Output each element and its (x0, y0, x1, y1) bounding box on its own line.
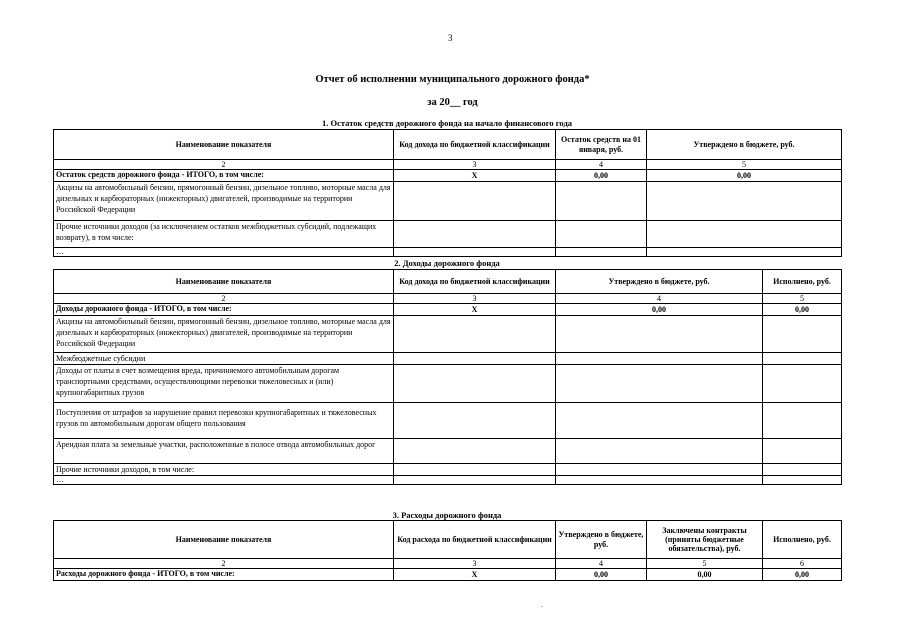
s1-colnum: 2 (54, 160, 394, 170)
s2-total-executed: 0,00 (763, 304, 842, 316)
s2-header-name: Наименование показателя (54, 270, 394, 294)
s2-colnum: 4 (556, 294, 763, 304)
s3-header-code: Код расхода по бюджетной классификации (394, 521, 556, 559)
s3-header-name: Наименование показателя (54, 521, 394, 559)
s3-colnum: 5 (647, 559, 763, 569)
table-row (54, 353, 842, 365)
s2-header-executed: Исполнено, руб. (763, 270, 842, 294)
s1-total-balance: 0,00 (556, 170, 647, 182)
s1-row-label: Акцизы на автомобильный бензин, прямогонный бензин, дизельное топливо, моторные масла для дизельных и карбюраторных (инжекторных) двигателей, производимые на территории Российской Федерации (54, 182, 394, 221)
section1-heading: 1. Остаток средств дорожного фонда на начало финансового года (322, 118, 572, 128)
table-row (54, 476, 842, 485)
section2-table (53, 269, 842, 485)
s2-total-approved: 0,00 (556, 304, 763, 316)
section2-heading: 2. Доходы дорожного фонда (394, 258, 500, 268)
s3-colnum: 3 (394, 559, 556, 569)
s1-header-balance: Остаток средств на 01 января, руб. (556, 130, 647, 160)
s2-ellipsis: … (54, 476, 394, 485)
s2-colnum: 2 (54, 294, 394, 304)
s3-header-approved: Утверждено в бюджете, руб. (556, 521, 647, 559)
table-row (54, 464, 842, 476)
section3-table (53, 520, 842, 581)
table-row (54, 221, 842, 248)
s3-total-label: Расходы дорожного фонда - ИТОГО, в том числе: (54, 569, 394, 581)
section1-table (53, 129, 842, 257)
report-year: за 20__ год (427, 97, 478, 108)
scan-mark: . (541, 601, 543, 609)
s2-header-approved: Утверждено в бюджете, руб. (556, 270, 763, 294)
s2-row-label: Межбюджетные субсидии (54, 353, 394, 365)
s3-header-executed: Исполнено, руб. (763, 521, 842, 559)
s2-row-label: Доходы от платы в счет возмещения вреда, причиняемого автомобильным дорогам транспортными средствами, осуществляющими перевозки тяжеловесных и (или) крупногабаритных грузов (54, 365, 394, 403)
s2-row-label: Поступления от штрафов за нарушение правил перевозки крупногабаритных и тяжеловесных грузов по автомобильным дорогам общего пользования (54, 403, 394, 439)
s1-ellipsis: … (54, 248, 394, 257)
s2-row-label: Арендная плата за земельные участки, расположенные в полосе отвода автомобильных дорог (54, 439, 394, 464)
table-row (54, 403, 842, 439)
s1-colnum: 3 (394, 160, 556, 170)
s3-colnum: 2 (54, 559, 394, 569)
s2-colnum: 5 (763, 294, 842, 304)
s3-total-executed: 0,00 (763, 569, 842, 581)
s3-total-contracts: 0,00 (647, 569, 763, 581)
s1-row-label: Прочие источники доходов (за исключением остатков межбюджетных субсидий, подлежащих возврату), в том числе: (54, 221, 394, 248)
table-row (54, 365, 842, 403)
s2-row-label: Прочие источники доходов, в том числе: (54, 464, 394, 476)
s1-header-approved: Утверждено в бюджете, руб. (647, 130, 842, 160)
table-row (54, 439, 842, 464)
s1-header-name: Наименование показателя (54, 130, 394, 160)
table-row (54, 316, 842, 353)
s1-total-approved: 0,00 (647, 170, 842, 182)
page-number: 3 (448, 33, 453, 43)
table-row (54, 182, 842, 221)
s3-total-approved: 0,00 (556, 569, 647, 581)
s1-colnum: 4 (556, 160, 647, 170)
s1-total-code: Х (394, 170, 556, 182)
s3-header-contracts: Заключены контракты (приняты бюджетные обязательства), руб. (647, 521, 763, 559)
s1-colnum: 5 (647, 160, 842, 170)
s3-colnum: 4 (556, 559, 647, 569)
report-title: Отчет об исполнении муниципального дорожного фонда* (315, 74, 590, 85)
s2-colnum: 3 (394, 294, 556, 304)
s3-total-code: Х (394, 569, 556, 581)
s2-total-code: Х (394, 304, 556, 316)
section3-heading: 3. Расходы дорожного фонда (392, 510, 502, 520)
s2-row-label: Акцизы на автомобильный бензин, прямогонный бензин, дизельное топливо, моторные масла для дизельных и карбюраторных (инжекторных) двигателей, производимые на территории Российской Федерации (54, 316, 394, 353)
s1-total-label: Остаток средств дорожного фонда - ИТОГО, в том числе: (54, 170, 394, 182)
s2-header-code: Код дохода по бюджетной классификации (394, 270, 556, 294)
table-row (54, 248, 842, 257)
s1-header-code: Код дохода по бюджетной классификации (394, 130, 556, 160)
s3-colnum: 6 (763, 559, 842, 569)
s2-total-label: Доходы дорожного фонда - ИТОГО, в том числе: (54, 304, 394, 316)
